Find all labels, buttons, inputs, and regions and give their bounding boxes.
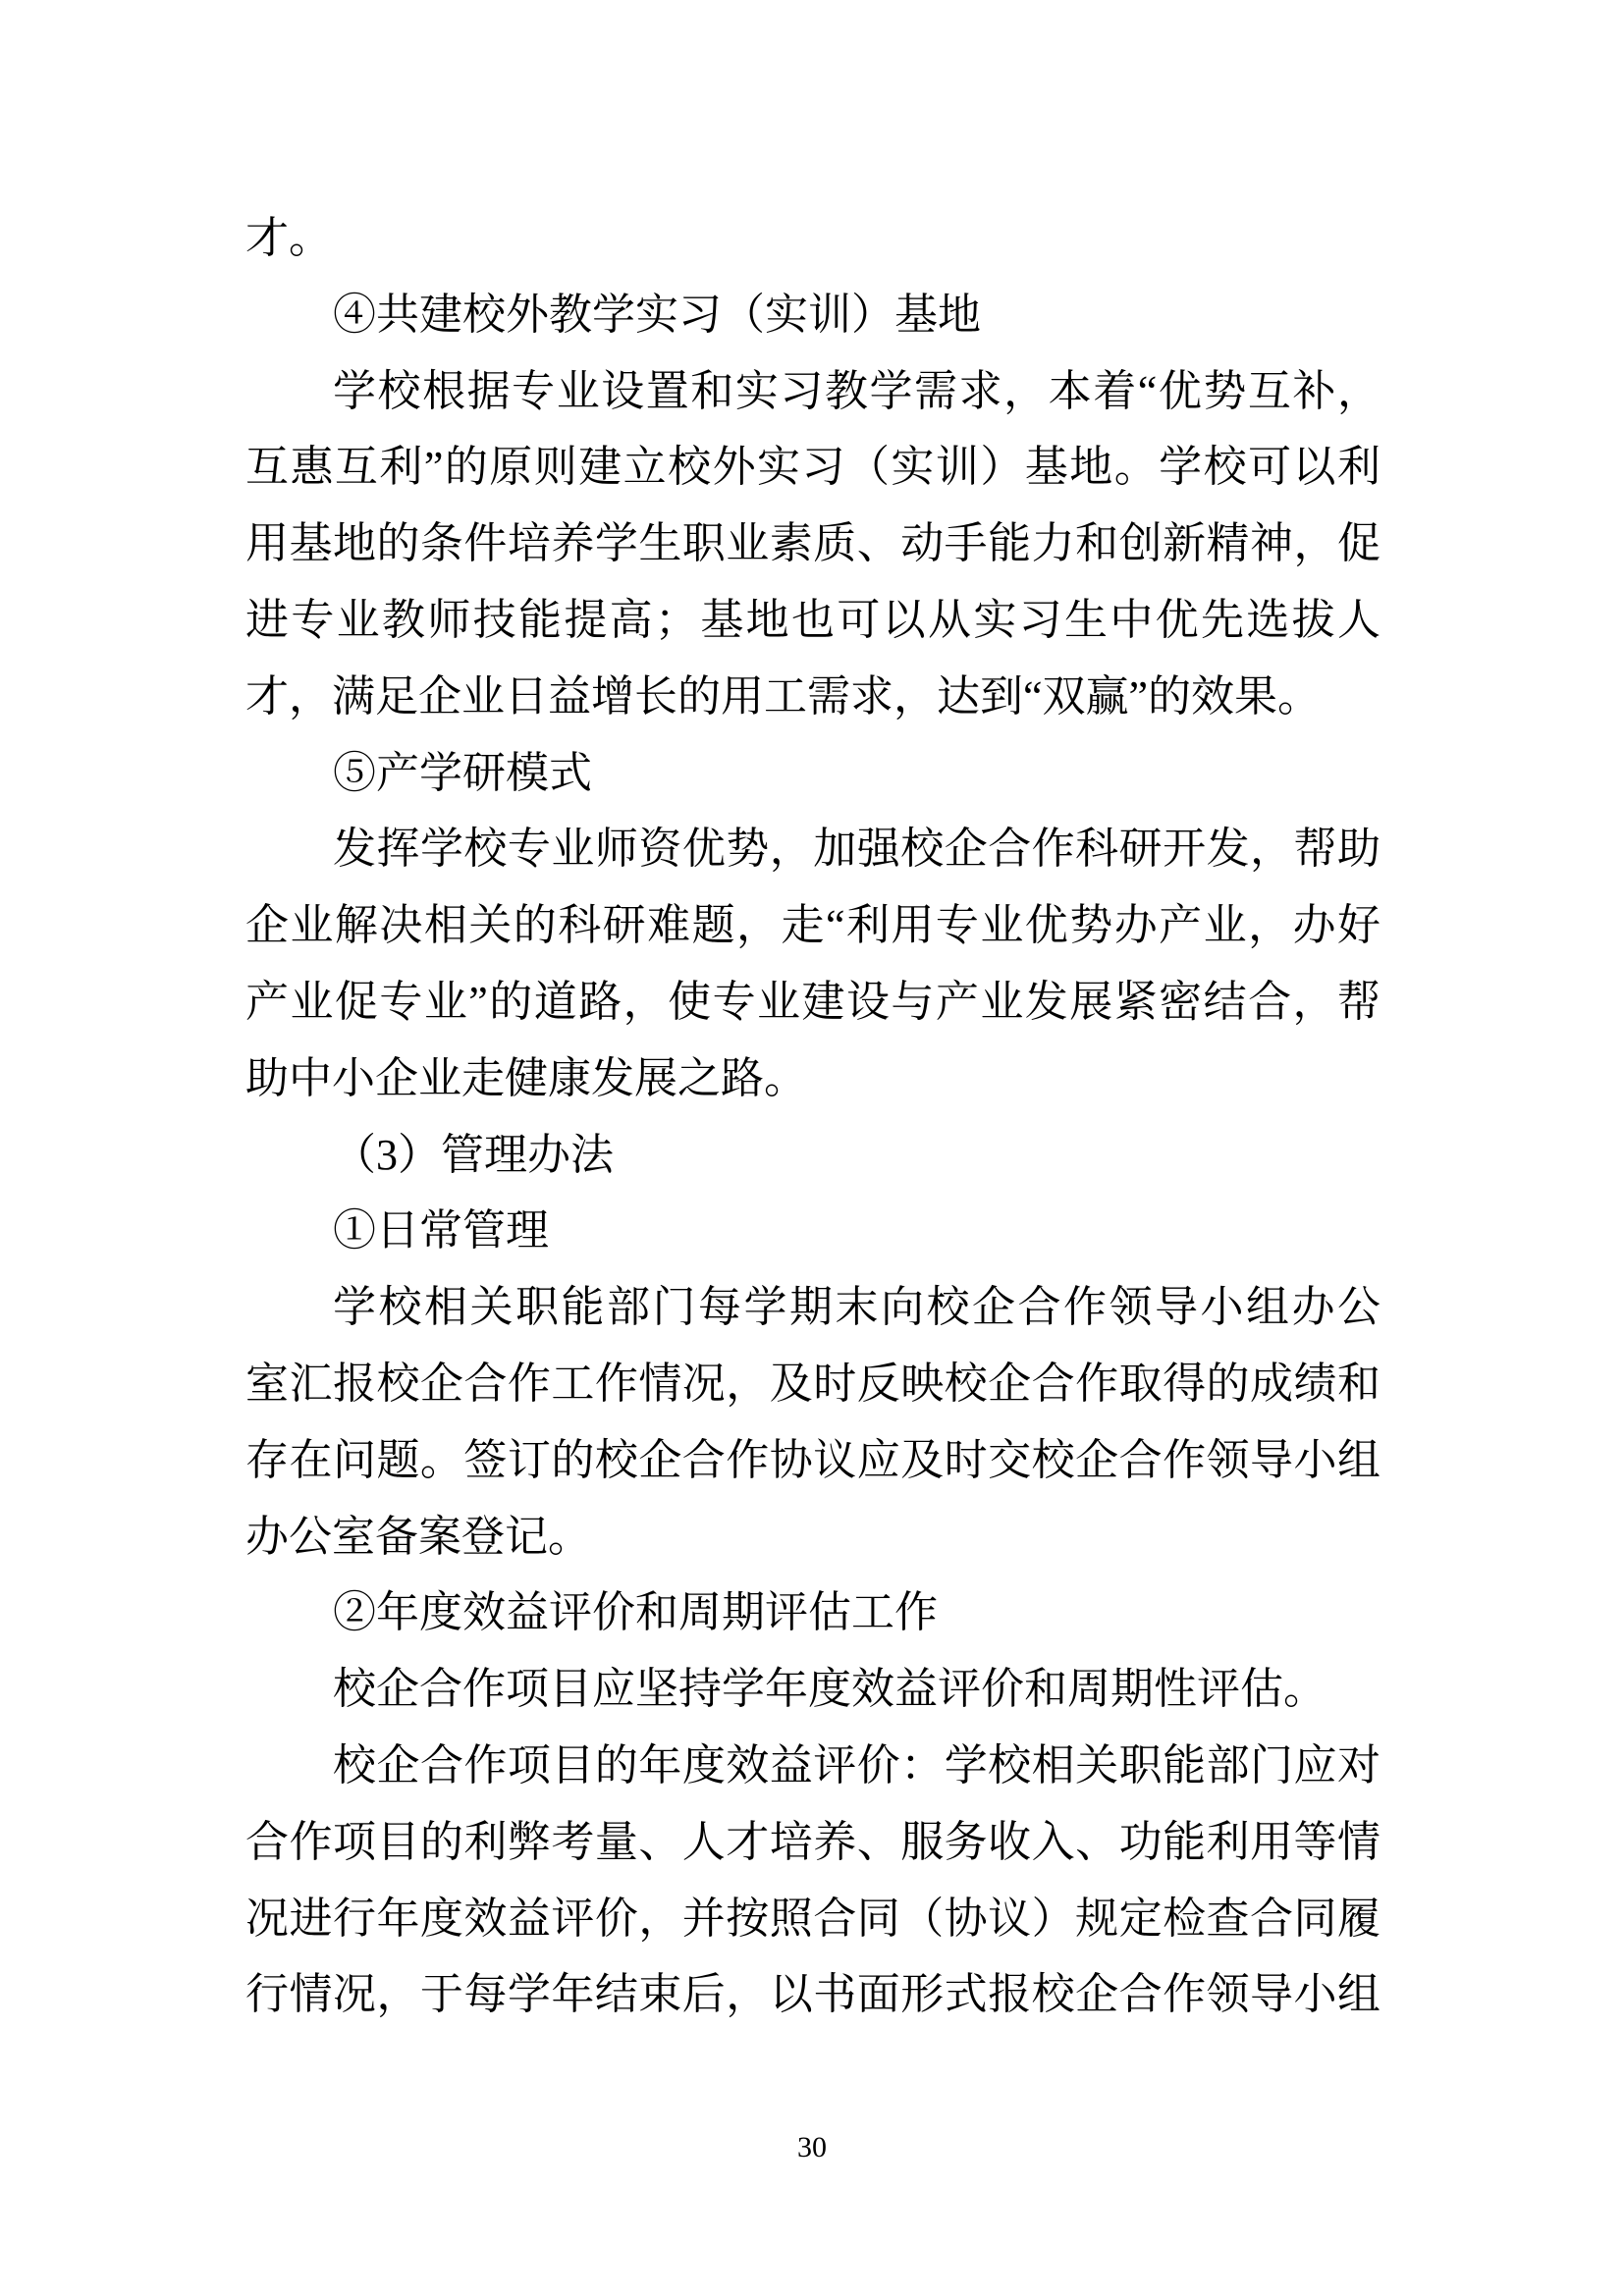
text-line: 存在问题。签订的校企合作协议应及时交校企合作领导小组 bbox=[245, 1435, 1380, 1484]
text-line: 学校相关职能部门每学期末向校企合作领导小组办公 bbox=[333, 1283, 1380, 1332]
text-line: 况进行年度效益评价，并按照合同（协议）规定检查合同履 bbox=[245, 1894, 1380, 1943]
text-line: 室汇报校企合作工作情况，及时反映校企合作取得的成绩和 bbox=[245, 1359, 1380, 1408]
text-line: 才，满足企业日益增长的用工需求，达到“双赢”的效果。 bbox=[245, 671, 1322, 721]
text-line: 行情况，于每学年结束后，以书面形式报校企合作领导小组 bbox=[245, 1970, 1380, 2019]
text-line: 产业促专业”的道路，使专业建设与产业发展紧密结合，帮 bbox=[245, 977, 1380, 1026]
text-line: ②年度效益评价和周期评估工作 bbox=[333, 1588, 938, 1637]
text-line: 发挥学校专业师资优势，加强校企合作科研开发，帮助 bbox=[333, 825, 1380, 874]
text-line: ⑤产学研模式 bbox=[333, 748, 592, 797]
text-line: ④共建校外教学实习（实训）基地 bbox=[333, 290, 981, 339]
page-number: 30 bbox=[797, 2131, 827, 2163]
text-line: 互惠互利”的原则建立校外实习（实训）基地。学校可以利 bbox=[245, 443, 1380, 492]
text-line: 用基地的条件培养学生职业素质、动手能力和创新精神，促 bbox=[245, 519, 1380, 568]
text-line: 办公室备案登记。 bbox=[245, 1512, 591, 1561]
text-line: （3）管理办法 bbox=[333, 1130, 614, 1179]
text-line: 进专业教师技能提高；基地也可以从实习生中优先选拔人 bbox=[245, 595, 1380, 644]
text-line: 学校根据专业设置和实习教学需求，本着“优势互补， bbox=[333, 366, 1380, 415]
text-line: 助中小企业走健康发展之路。 bbox=[245, 1053, 807, 1102]
text-line: 才。 bbox=[245, 214, 332, 262]
text-line: 企业解决相关的科研难题，走“利用专业优势办产业，办好 bbox=[245, 901, 1380, 950]
text-line: 校企合作项目的年度效益评价：学校相关职能部门应对 bbox=[333, 1740, 1380, 1789]
text-line: 合作项目的利弊考量、人才培养、服务收入、功能利用等情 bbox=[245, 1817, 1380, 1866]
text-line: 校企合作项目应坚持学年度效益评价和周期性评估。 bbox=[333, 1665, 1326, 1714]
text-line: ①日常管理 bbox=[333, 1206, 549, 1255]
document-body bbox=[245, 200, 1380, 2033]
